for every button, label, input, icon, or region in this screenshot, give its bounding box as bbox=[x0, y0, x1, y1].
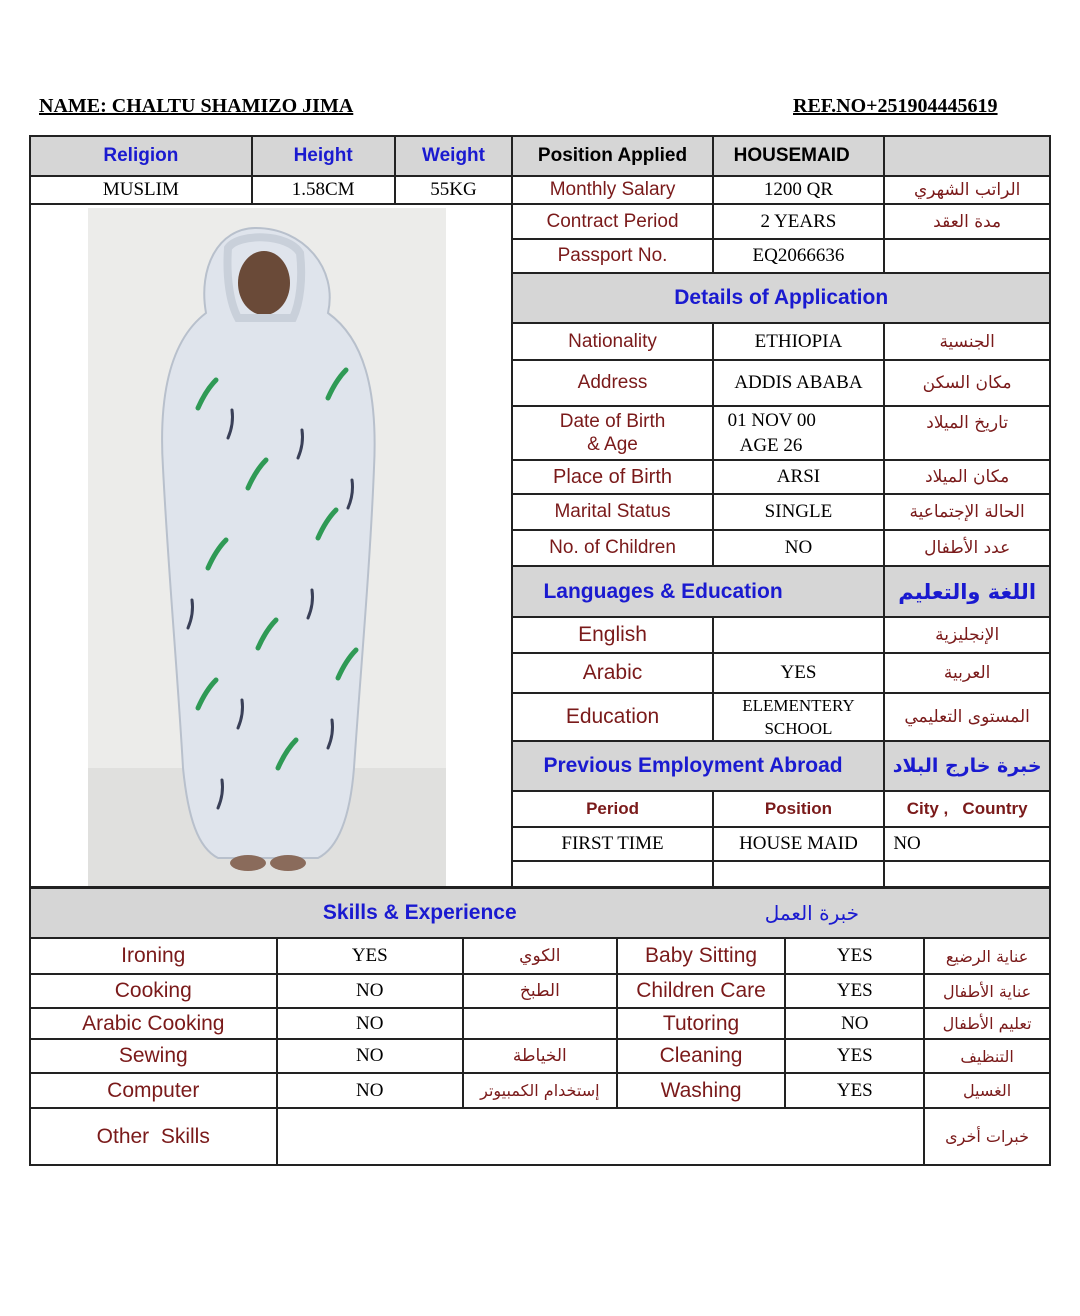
skill-ironing-arabic: الكوي bbox=[463, 938, 617, 974]
dob-label-line1: Date of Birth bbox=[559, 411, 666, 432]
skill-arabic-cooking-label: Arabic Cooking bbox=[30, 1008, 277, 1039]
city-country-header: City , Country bbox=[884, 791, 1050, 827]
employment-section-title-arabic: خبرة خارج البلاد bbox=[884, 741, 1050, 791]
address-value: ADDIS ABABA bbox=[713, 360, 885, 406]
dob-arabic: تاريخ الميلاد bbox=[884, 406, 1050, 460]
dob-value-line1: 01 NOV 00 bbox=[727, 410, 816, 431]
dob-value-line2: AGE 26 bbox=[739, 435, 803, 456]
employment-section-title: Previous Employment Abroad bbox=[512, 741, 884, 791]
education-arabic: المستوى التعليمي bbox=[884, 693, 1050, 741]
employment-country-value: NO bbox=[884, 827, 1050, 861]
skill-ironing-value: YES bbox=[277, 938, 463, 974]
english-label: English bbox=[512, 617, 712, 653]
employment-position-value: HOUSE MAID bbox=[713, 827, 885, 861]
skill-computer-arabic: إستخدام الكمبيوتر bbox=[463, 1073, 617, 1108]
nationality-arabic: الجنسية bbox=[884, 323, 1050, 360]
position-applied-value: HOUSEMAID bbox=[713, 136, 885, 176]
other-skills-arabic: خبرات أخرى bbox=[924, 1108, 1050, 1165]
weight-label: Weight bbox=[395, 136, 513, 176]
languages-section-title: Languages & Education bbox=[512, 566, 884, 617]
dob-label bbox=[512, 406, 712, 460]
skill-cleaning-value: YES bbox=[785, 1039, 924, 1073]
place-of-birth-label: Place of Birth bbox=[512, 460, 712, 494]
skill-sewing-value: NO bbox=[277, 1039, 463, 1073]
other-skills-value bbox=[277, 1108, 925, 1165]
main-info-table bbox=[29, 135, 1051, 888]
arabic-label: Arabic bbox=[512, 653, 712, 693]
skill-sewing-label: Sewing bbox=[30, 1039, 277, 1073]
skill-cleaning-arabic: التنظيف bbox=[924, 1039, 1050, 1073]
skill-computer-label: Computer bbox=[30, 1073, 277, 1108]
marital-status-value: SINGLE bbox=[713, 494, 885, 530]
place-of-birth-value: ARSI bbox=[713, 460, 885, 494]
religion-label: Religion bbox=[30, 136, 252, 176]
skill-cooking-arabic: الطبخ bbox=[463, 974, 617, 1008]
dob-label-line2: & Age bbox=[587, 434, 638, 455]
passport-empty-cell bbox=[884, 239, 1050, 273]
place-of-birth-arabic: مكان الميلاد bbox=[884, 460, 1050, 494]
marital-status-label: Marital Status bbox=[512, 494, 712, 530]
passport-value: EQ2066636 bbox=[713, 239, 885, 273]
nationality-label: Nationality bbox=[512, 323, 712, 360]
monthly-salary-value: 1200 QR bbox=[713, 176, 885, 204]
education-label: Education bbox=[512, 693, 712, 741]
english-value bbox=[713, 617, 885, 653]
skill-computer-value: NO bbox=[277, 1073, 463, 1108]
education-value bbox=[713, 693, 885, 741]
education-value-line2: SCHOOL bbox=[764, 719, 833, 738]
height-label: Height bbox=[252, 136, 395, 176]
weight-value: 55KG bbox=[395, 176, 513, 204]
position-applied-label: Position Applied bbox=[512, 136, 712, 176]
children-value: NO bbox=[713, 530, 885, 566]
employment-empty-1 bbox=[512, 861, 712, 887]
reference-number: REF.NO+251904445619 bbox=[793, 95, 998, 117]
contract-period-value: 2 YEARS bbox=[713, 204, 885, 239]
period-header: Period bbox=[512, 791, 712, 827]
skill-cooking-value: NO bbox=[277, 974, 463, 1008]
skill-ironing-label: Ironing bbox=[30, 938, 277, 974]
english-arabic: الإنجليزية bbox=[884, 617, 1050, 653]
employment-empty-2 bbox=[713, 861, 885, 887]
skill-baby-sitting-label: Baby Sitting bbox=[617, 938, 786, 974]
height-value: 1.58CM bbox=[252, 176, 395, 204]
address-label: Address bbox=[512, 360, 712, 406]
skill-washing-label: Washing bbox=[617, 1073, 786, 1108]
position-empty-cell bbox=[884, 136, 1050, 176]
children-label: No. of Children bbox=[512, 530, 712, 566]
passport-label: Passport No. bbox=[512, 239, 712, 273]
arabic-value: YES bbox=[713, 653, 885, 693]
education-value-line1: ELEMENTERY bbox=[742, 696, 855, 715]
skills-section-title: Skills & Experience bbox=[30, 888, 617, 938]
employment-period-value: FIRST TIME bbox=[512, 827, 712, 861]
skill-children-care-value: YES bbox=[785, 974, 924, 1008]
skill-tutoring-value: NO bbox=[785, 1008, 924, 1039]
skill-arabic-cooking-arabic bbox=[463, 1008, 617, 1039]
skill-children-care-arabic: عناية الأطفال bbox=[924, 974, 1050, 1008]
skill-washing-arabic: الغسيل bbox=[924, 1073, 1050, 1108]
skill-baby-sitting-value: YES bbox=[785, 938, 924, 974]
position-header: Position bbox=[713, 791, 885, 827]
candidate-photo bbox=[88, 208, 446, 886]
marital-status-arabic: الحالة الإجتماعية bbox=[884, 494, 1050, 530]
person-silhouette-icon bbox=[88, 208, 446, 886]
candidate-name: NAME: CHALTU SHAMIZO JIMA bbox=[39, 95, 354, 117]
arabic-arabic: العربية bbox=[884, 653, 1050, 693]
languages-section-title-arabic: اللغة والتعليم bbox=[884, 566, 1050, 617]
skill-children-care-label: Children Care bbox=[617, 974, 786, 1008]
monthly-salary-label: Monthly Salary bbox=[512, 176, 712, 204]
skill-sewing-arabic: الخياطة bbox=[463, 1039, 617, 1073]
contract-period-label: Contract Period bbox=[512, 204, 712, 239]
skill-cleaning-label: Cleaning bbox=[617, 1039, 786, 1073]
skills-section-title-arabic: خبرة العمل bbox=[617, 888, 1050, 938]
details-section-title: Details of Application bbox=[512, 273, 1050, 323]
photo-cell bbox=[30, 204, 512, 887]
skill-baby-sitting-arabic: عناية الرضيع bbox=[924, 938, 1050, 974]
address-arabic: مكان السكن bbox=[884, 360, 1050, 406]
skill-washing-value: YES bbox=[785, 1073, 924, 1108]
dob-value bbox=[713, 406, 885, 460]
employment-empty-3 bbox=[884, 861, 1050, 887]
contract-period-arabic: مدة العقد bbox=[884, 204, 1050, 239]
skill-tutoring-arabic: تعليم الأطفال bbox=[924, 1008, 1050, 1039]
children-arabic: عدد الأطفال bbox=[884, 530, 1050, 566]
skill-tutoring-label: Tutoring bbox=[617, 1008, 786, 1039]
monthly-salary-arabic: الراتب الشهري bbox=[884, 176, 1050, 204]
nationality-value: ETHIOPIA bbox=[713, 323, 885, 360]
skill-cooking-label: Cooking bbox=[30, 974, 277, 1008]
religion-value: MUSLIM bbox=[30, 176, 252, 204]
other-skills-label: Other Skills bbox=[30, 1108, 277, 1165]
skills-table bbox=[29, 887, 1051, 1166]
skill-arabic-cooking-value: NO bbox=[277, 1008, 463, 1039]
